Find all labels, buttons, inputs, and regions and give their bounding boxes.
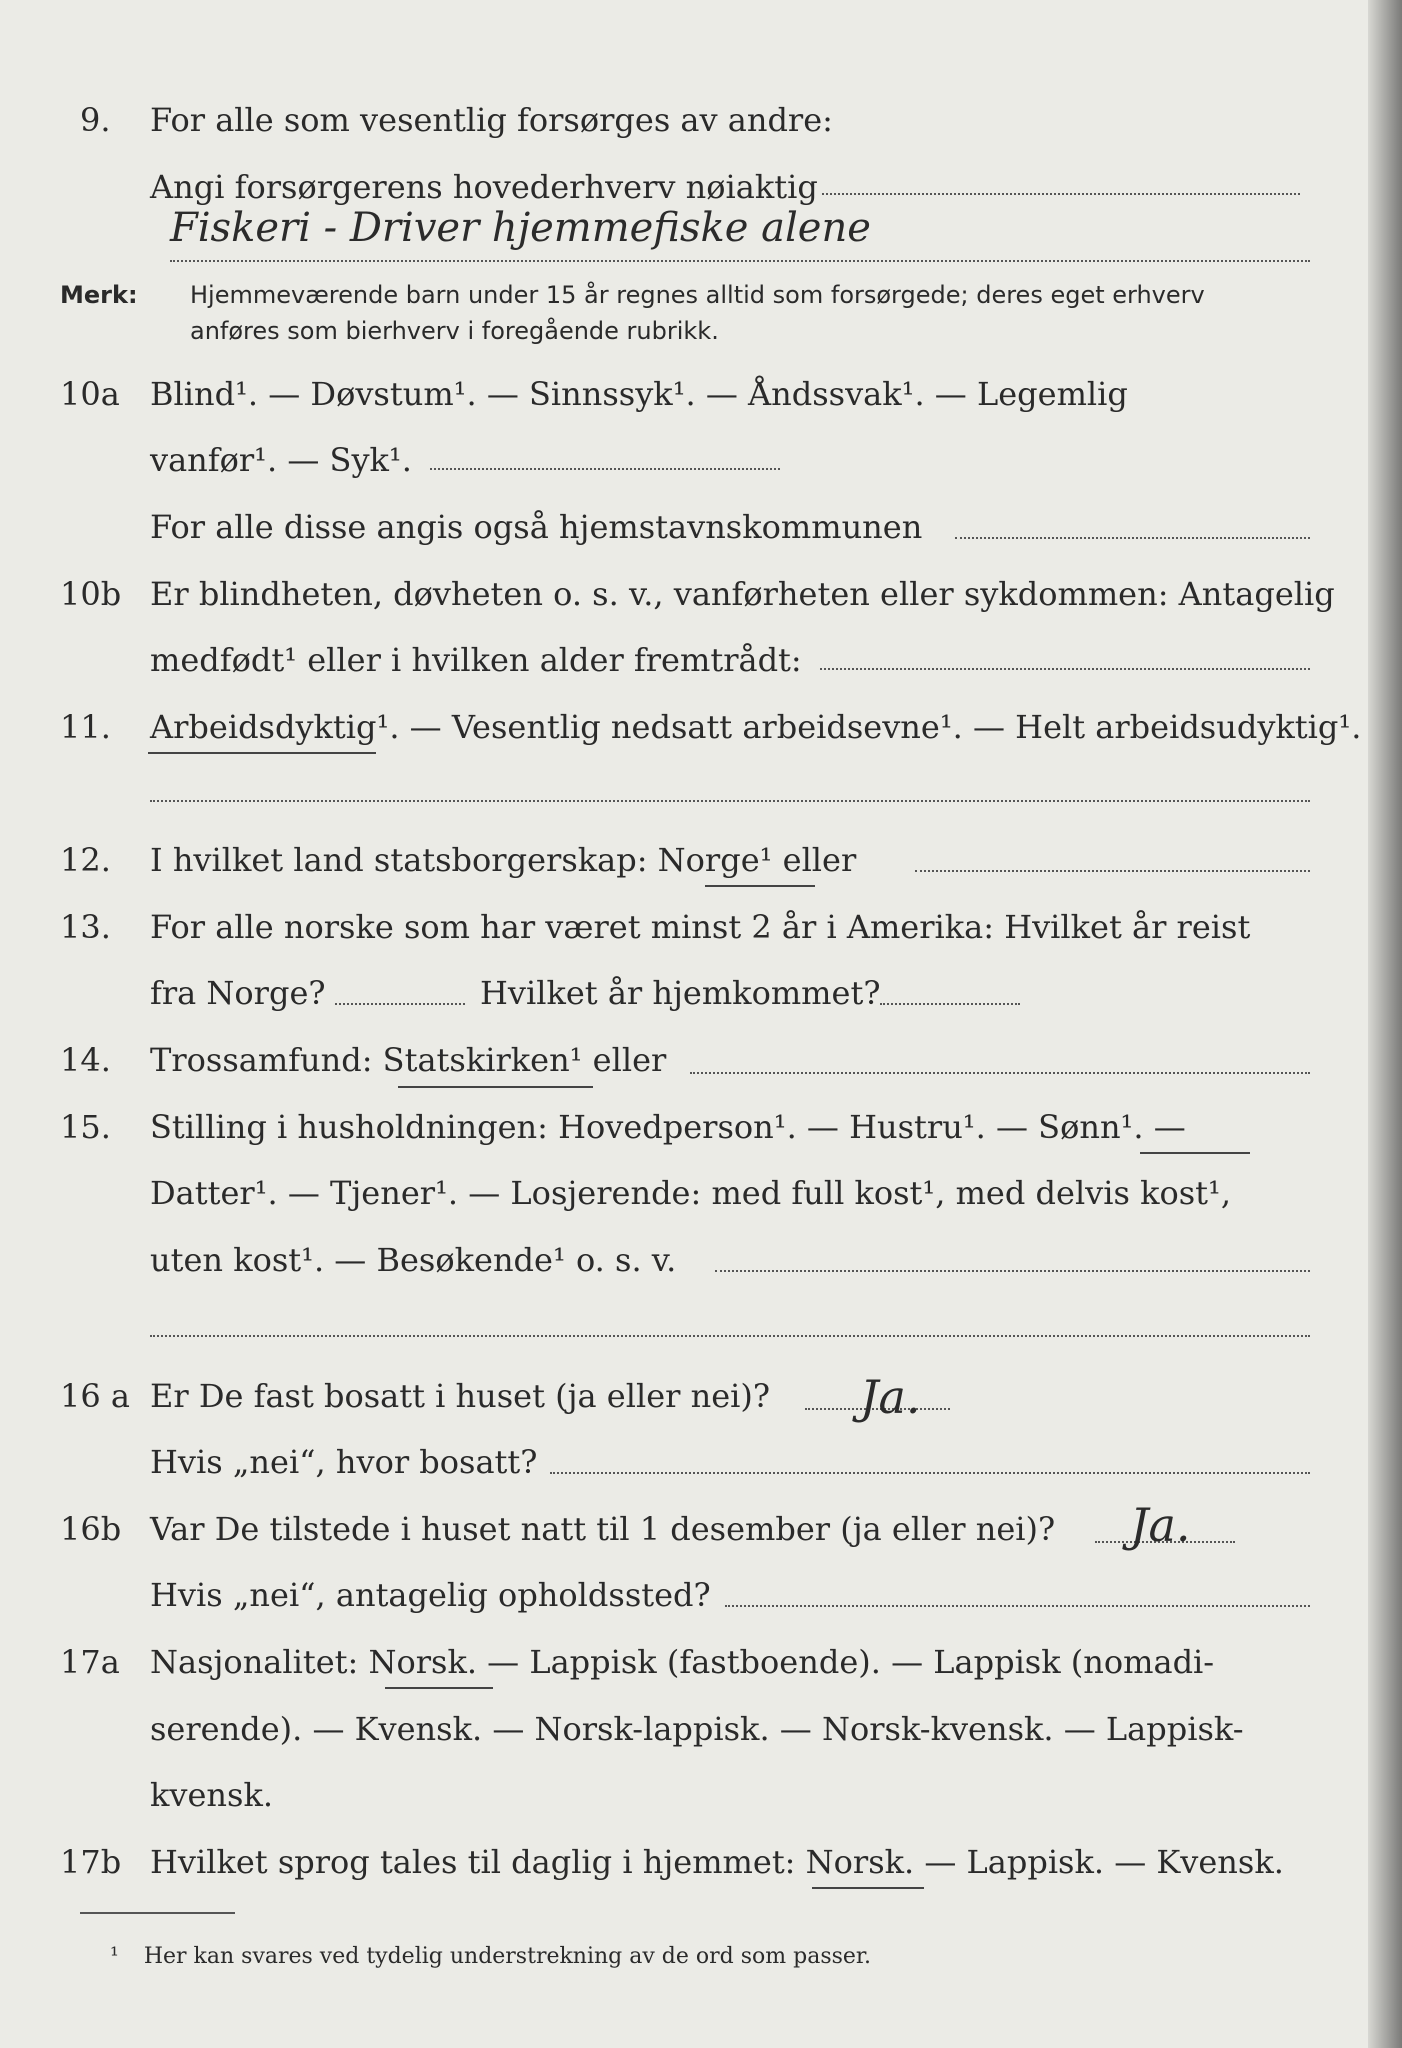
q17a-text-line-3: kvensk. [150, 1776, 273, 1814]
q15-text-line-1: Stilling i husholdningen: Hovedperson¹. — Hustru¹. — Sønn¹. — [150, 1108, 1186, 1146]
q13-text-line-2b: Hvilket år hjemkommet? [480, 974, 881, 1012]
q9-handwritten-answer: Fiskeri - Driver hjemmefiske alene [170, 205, 871, 251]
q16a-text-line-1: Er De fast bosatt i huset (ja eller nei)? [150, 1377, 771, 1415]
q10a-text-line-3: For alle disse angis også hjemstavnskommunen [150, 508, 923, 546]
q10a-text-line-2: vanfør¹. — Syk¹. [150, 441, 412, 479]
q15-row-1 [0, 1097, 1402, 1157]
q11-underline-arbeidsdyktig [148, 752, 376, 754]
q16a-residence-dotline [550, 1472, 1310, 1474]
q12-number: 12. [60, 841, 111, 879]
q17b-row-1 [0, 1832, 1402, 1892]
q13-text-line-2a: fra Norge? [150, 974, 326, 1012]
q10b-age-dotline [820, 668, 1310, 670]
q10a-home-municipality-dotline [955, 537, 1310, 539]
q17b-number: 17b [60, 1843, 122, 1881]
q12-row-1 [0, 830, 1402, 890]
q10a-sick-dotline [430, 468, 780, 470]
q10b-row-1 [0, 564, 1402, 624]
q10a-number: 10a [60, 375, 120, 413]
q16b-row-1 [0, 1499, 1402, 1559]
q10a-row-2 [0, 430, 1402, 490]
q16a-text-line-2: Hvis „nei“, hvor bosatt? [150, 1443, 538, 1481]
q17a-underline-norsk [385, 1687, 493, 1689]
q16b-text-line-2: Hvis „nei“, antagelig opholdssted? [150, 1576, 711, 1614]
q14-row-1 [0, 1030, 1402, 1090]
q12-underline-norge [705, 885, 815, 887]
q15-row-3 [0, 1230, 1402, 1290]
q15-text-line-2: Datter¹. — Tjener¹. — Losjerende: med full kost¹, med delvis kost¹, [150, 1174, 1232, 1212]
q9-text-line-2: Angi forsørgerens hovederhverv nøiaktig [150, 168, 818, 206]
q14-number: 14. [60, 1041, 111, 1079]
merk-line-1: Hjemmeværende barn under 15 år regnes alltid som forsørgede; deres eget erhverv [190, 281, 1205, 309]
q16a-handwritten-answer: Ja. [860, 1370, 921, 1424]
q12-country-dotline [915, 870, 1310, 872]
q16b-text-line-1: Var De tilstede i huset natt til 1 desember (ja eller nei)? [150, 1510, 1056, 1548]
q9-text-line-1: For alle som vesentlig forsørges av andre: [150, 101, 833, 139]
q15-row-2 [0, 1163, 1402, 1223]
q9-number: 9. [80, 101, 111, 139]
q10a-row-3 [0, 497, 1402, 557]
q17a-number: 17a [60, 1643, 120, 1681]
q10b-text-line-2: medfødt¹ eller i hvilken alder fremtrådt: [150, 641, 802, 679]
q10a-row-1 [0, 364, 1402, 424]
q15-number: 15. [60, 1108, 111, 1146]
q16b-row-2 [0, 1565, 1402, 1625]
q17a-row-3 [0, 1765, 1402, 1825]
q14-faith-dotline [690, 1072, 1310, 1074]
merk-label: Merk: [60, 281, 138, 309]
q9-answer-line [170, 260, 1310, 262]
q17a-text-line-2: serende). — Kvensk. — Norsk-lappisk. — Norsk-kvensk. — Lappisk- [150, 1710, 1244, 1748]
q11-row-1 [0, 697, 1402, 757]
q13-row-2 [0, 963, 1402, 1023]
q11-number: 11. [60, 708, 111, 746]
footnote-rule [80, 1912, 235, 1914]
footnote [110, 1944, 871, 1969]
q10b-text-line-1: Er blindheten, døvheten o. s. v., vanførheten eller sykdommen: Antagelig [150, 575, 1335, 613]
q14-text-line-1: Trossamfund: Statskirken¹ eller [150, 1041, 667, 1079]
q10b-number: 10b [60, 575, 122, 613]
q16b-stay-dotline [725, 1605, 1310, 1607]
q17a-text-line-1: Nasjonalitet: Norsk. — Lappisk (fastboende). — Lappisk (nomadi- [150, 1643, 1215, 1681]
q16b-handwritten-answer: Ja. [1130, 1498, 1191, 1552]
q17a-row-2 [0, 1699, 1402, 1759]
q17a-row-1 [0, 1632, 1402, 1692]
merk-line-2: anføres som bierhverv i foregående rubrikk. [190, 317, 719, 345]
footnote-text: Her kan svares ved tydelig understrekning av de ord som passer. [143, 1944, 872, 1969]
q13-left-year-dotline [335, 1003, 465, 1005]
q15-answer-dotline [150, 1335, 1310, 1337]
q9-row-1 [0, 90, 1402, 150]
q15-underline-sonn [1140, 1152, 1250, 1154]
q13-return-year-dotline [880, 1003, 1020, 1005]
q17b-underline-norsk [812, 1887, 924, 1889]
q13-number: 13. [60, 908, 111, 946]
q16a-row-1 [0, 1366, 1402, 1426]
q10a-text-line-1: Blind¹. — Døvstum¹. — Sinnssyk¹. — Åndssvak¹. — Legemlig [150, 375, 1128, 413]
q13-row-1 [0, 897, 1402, 957]
q17b-text-line-1: Hvilket sprog tales til daglig i hjemmet: Norsk. — Lappisk. — Kvensk. [150, 1843, 1284, 1881]
q16a-number: 16 a [60, 1377, 130, 1415]
q16a-row-2 [0, 1432, 1402, 1492]
q11-answer-dotline [150, 800, 1310, 802]
q16b-number: 16b [60, 1510, 122, 1548]
q14-underline-statskirken [398, 1086, 593, 1088]
q15-role-dotline [715, 1270, 1310, 1272]
q13-text-line-1: For alle norske som har været minst 2 år i Amerika: Hvilket år reist [150, 908, 1251, 946]
footnote-mark: ¹ [110, 1944, 119, 1969]
q11-text-line-1: Arbeidsdyktig¹. — Vesentlig nedsatt arbeidsevne¹. — Helt arbeidsudyktig¹. [150, 708, 1362, 746]
q15-text-line-3: uten kost¹. — Besøkende¹ o. s. v. [150, 1241, 677, 1279]
q12-text-line-1: I hvilket land statsborgerskap: Norge¹ eller [150, 841, 857, 879]
q10b-row-2 [0, 630, 1402, 690]
q9-answer-dotline [822, 193, 1300, 195]
